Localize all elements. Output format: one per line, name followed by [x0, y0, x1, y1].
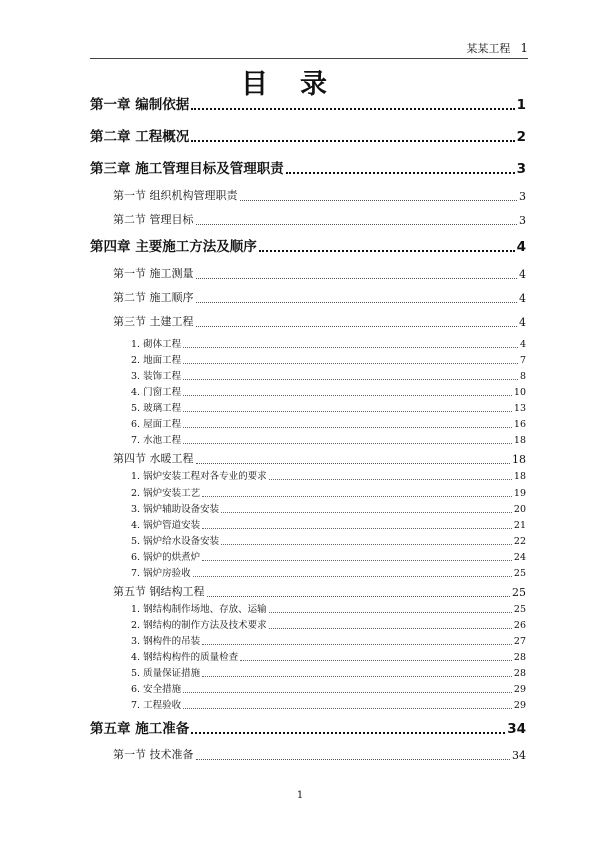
toc-entry-page-number: 4 [516, 239, 526, 255]
toc-entry[interactable] [131, 549, 526, 563]
toc-dot-leader [183, 341, 518, 351]
toc-entry-title: 3. 锅炉辅助设备安装 [131, 504, 220, 515]
toc-entry[interactable] [90, 235, 526, 255]
toc-entry-title: 第五章 施工准备 [90, 721, 190, 737]
toc-entry-page-number: 29 [513, 700, 526, 711]
toc-dot-leader [196, 270, 518, 281]
toc-entry-title: 6. 安全措施 [131, 684, 182, 695]
toc-dot-leader [202, 522, 512, 532]
toc-entry[interactable] [131, 601, 526, 615]
toc-dot-leader [193, 570, 512, 580]
toc-entry-title: 6. 屋面工程 [131, 419, 182, 430]
toc-dot-leader [183, 702, 512, 712]
page-title: 目录 [241, 69, 359, 100]
toc-entry-page-number: 28 [513, 652, 526, 663]
toc-entry-title: 1. 锅炉安装工程对各专业的要求 [131, 471, 267, 482]
toc-dot-leader [269, 473, 512, 483]
toc-dot-leader [259, 242, 515, 256]
toc-entry[interactable] [131, 649, 526, 663]
toc-entry[interactable] [113, 583, 526, 599]
toc-entry[interactable] [131, 432, 526, 446]
toc-entry-page-number: 34 [512, 749, 526, 762]
page-header [90, 38, 528, 59]
toc-dot-leader [196, 751, 511, 762]
toc-entry-page-number: 2 [516, 129, 526, 145]
toc-entry-page-number: 1 [516, 97, 526, 113]
toc-entry[interactable] [131, 681, 526, 695]
toc-entry[interactable] [113, 289, 526, 305]
toc-entry-page-number: 10 [513, 387, 526, 398]
toc-entry[interactable] [113, 313, 526, 329]
toc-entry-page-number: 3 [516, 161, 526, 177]
toc-entry-title: 6. 锅炉的烘煮炉 [131, 552, 201, 563]
toc-dot-leader [191, 132, 514, 146]
toc-entry-title: 第五节 钢结构工程 [113, 585, 205, 598]
toc-entry-title: 第三节 土建工程 [113, 315, 194, 328]
toc-dot-leader [221, 538, 512, 548]
toc-entry-title: 第四节 水暖工程 [113, 452, 194, 465]
toc-entry[interactable] [90, 717, 526, 737]
toc-entry-title: 4. 钢结构构件的质量检查 [131, 652, 239, 663]
toc-entry-page-number: 18 [513, 471, 526, 482]
toc-dot-leader [240, 192, 518, 203]
toc-dot-leader [196, 318, 518, 329]
toc-entry-title: 3. 装饰工程 [131, 371, 182, 382]
toc-entry-title: 第二节 施工顺序 [113, 291, 194, 304]
toc-entry[interactable] [131, 517, 526, 531]
toc-dot-leader [196, 294, 518, 305]
toc-entry-title: 1. 砌体工程 [131, 339, 182, 350]
toc-dot-leader [207, 588, 511, 599]
toc-entry-page-number: 28 [513, 668, 526, 679]
toc-entry[interactable] [131, 565, 526, 579]
toc-entry-page-number: 4 [519, 316, 526, 329]
toc-entry[interactable] [113, 211, 526, 227]
toc-entry-title: 第一节 组织机构管理职责 [113, 189, 238, 202]
toc-entry-title: 第四章 主要施工方法及顺序 [90, 239, 257, 255]
toc-dot-leader [202, 554, 512, 564]
toc-entry-title: 1. 钢结构制作场地、存放、运输 [131, 604, 267, 615]
toc-entry[interactable] [131, 384, 526, 398]
toc-entry-title: 2. 地面工程 [131, 355, 182, 366]
toc-entry-page-number: 4 [519, 268, 526, 281]
toc-entry[interactable] [90, 93, 526, 113]
toc-entry-page-number: 24 [513, 552, 526, 563]
toc-entry[interactable] [131, 633, 526, 647]
toc-entry-page-number: 25 [512, 586, 526, 599]
toc-dot-leader [183, 373, 518, 383]
header-text-group [466, 40, 528, 56]
toc-dot-leader [183, 686, 512, 696]
toc-dot-leader [191, 100, 514, 114]
toc-entry[interactable] [131, 336, 526, 350]
toc-entry[interactable] [131, 368, 526, 382]
toc-entry-page-number: 18 [512, 453, 526, 466]
toc-entry-page-number: 13 [513, 403, 526, 414]
toc-entry-page-number: 18 [513, 435, 526, 446]
toc-dot-leader [196, 216, 518, 227]
toc-entry-title: 5. 锅炉给水设备安装 [131, 536, 220, 547]
toc-entry[interactable] [131, 697, 526, 711]
toc-dot-leader [286, 164, 515, 178]
toc-entry[interactable] [113, 450, 526, 466]
toc-dot-leader [240, 654, 512, 664]
toc-entry-title: 2. 钢结构的制作方法及技术要求 [131, 620, 267, 631]
toc-entry-title: 3. 钢构件的吊装 [131, 636, 201, 647]
toc-entry[interactable] [113, 187, 526, 203]
toc-entry-page-number: 16 [513, 419, 526, 430]
toc-entry-page-number: 21 [513, 520, 526, 531]
toc-entry-title: 5. 玻璃工程 [131, 403, 182, 414]
toc-entry-title: 第一章 编制依据 [90, 97, 190, 113]
toc-entry-page-number: 4 [519, 292, 526, 305]
toc-entry[interactable] [131, 400, 526, 414]
toc-entry[interactable] [131, 416, 526, 430]
toc-dot-leader [183, 437, 512, 447]
toc-entry[interactable] [90, 157, 526, 177]
toc-entry-title: 第二节 管理目标 [113, 213, 194, 226]
toc-entry-title: 第一节 施工测量 [113, 267, 194, 280]
toc-entry-page-number: 27 [513, 636, 526, 647]
toc-entry-page-number: 3 [519, 214, 526, 227]
toc-dot-leader [183, 357, 518, 367]
toc-dot-leader [221, 506, 512, 516]
toc-entry-page-number: 25 [513, 604, 526, 615]
toc-entry-page-number: 34 [507, 721, 526, 737]
toc-entry[interactable] [131, 485, 526, 499]
toc-entry-page-number: 4 [519, 339, 526, 350]
toc-dot-leader [202, 490, 512, 500]
header-page-number: 1 [520, 41, 528, 55]
toc-entry-title: 7. 工程验收 [131, 700, 182, 711]
toc-entry-page-number: 26 [513, 620, 526, 631]
toc-entry[interactable] [113, 746, 526, 762]
toc-entry-title: 2. 锅炉安装工艺 [131, 488, 201, 499]
toc-entry[interactable] [90, 125, 526, 145]
toc-entry-title: 第一节 技术准备 [113, 748, 194, 761]
toc-dot-leader [183, 421, 512, 431]
toc-entry-page-number: 3 [519, 190, 526, 203]
toc-entry[interactable] [131, 533, 526, 547]
toc-entry[interactable] [131, 501, 526, 515]
header-project-name: 某某工程 [466, 42, 511, 55]
toc-entry-title: 4. 门窗工程 [131, 387, 182, 398]
toc-entry[interactable] [131, 468, 526, 482]
toc-entry-page-number: 8 [519, 371, 526, 382]
toc-entry-title: 7. 锅炉房验收 [131, 568, 191, 579]
toc-entry-page-number: 22 [513, 536, 526, 547]
toc-entry-title: 4. 锅炉管道安装 [131, 520, 201, 531]
toc-entry-title: 第三章 施工管理目标及管理职责 [90, 161, 284, 177]
toc-dot-leader [183, 405, 512, 415]
toc-entry[interactable] [131, 352, 526, 366]
toc-entry-title: 7. 水池工程 [131, 435, 182, 446]
toc-entry[interactable] [131, 617, 526, 631]
toc-dot-leader [269, 606, 512, 616]
toc-dot-leader [202, 638, 512, 648]
toc-entry-page-number: 7 [519, 355, 526, 366]
toc-entry-page-number: 19 [513, 488, 526, 499]
toc-entry-page-number: 20 [513, 504, 526, 515]
toc-entry-title: 5. 质量保证措施 [131, 668, 201, 679]
toc-entry-page-number: 25 [513, 568, 526, 579]
toc-entry-page-number: 29 [513, 684, 526, 695]
footer-page-number: 1 [296, 790, 304, 801]
toc-entry[interactable] [131, 665, 526, 679]
toc-entry-title: 第二章 工程概况 [90, 129, 190, 145]
toc-entry[interactable] [113, 265, 526, 281]
toc-dot-leader [202, 670, 512, 680]
toc-dot-leader [191, 724, 505, 738]
toc-dot-leader [269, 622, 512, 632]
toc-dot-leader [196, 455, 511, 466]
toc-dot-leader [183, 389, 512, 399]
